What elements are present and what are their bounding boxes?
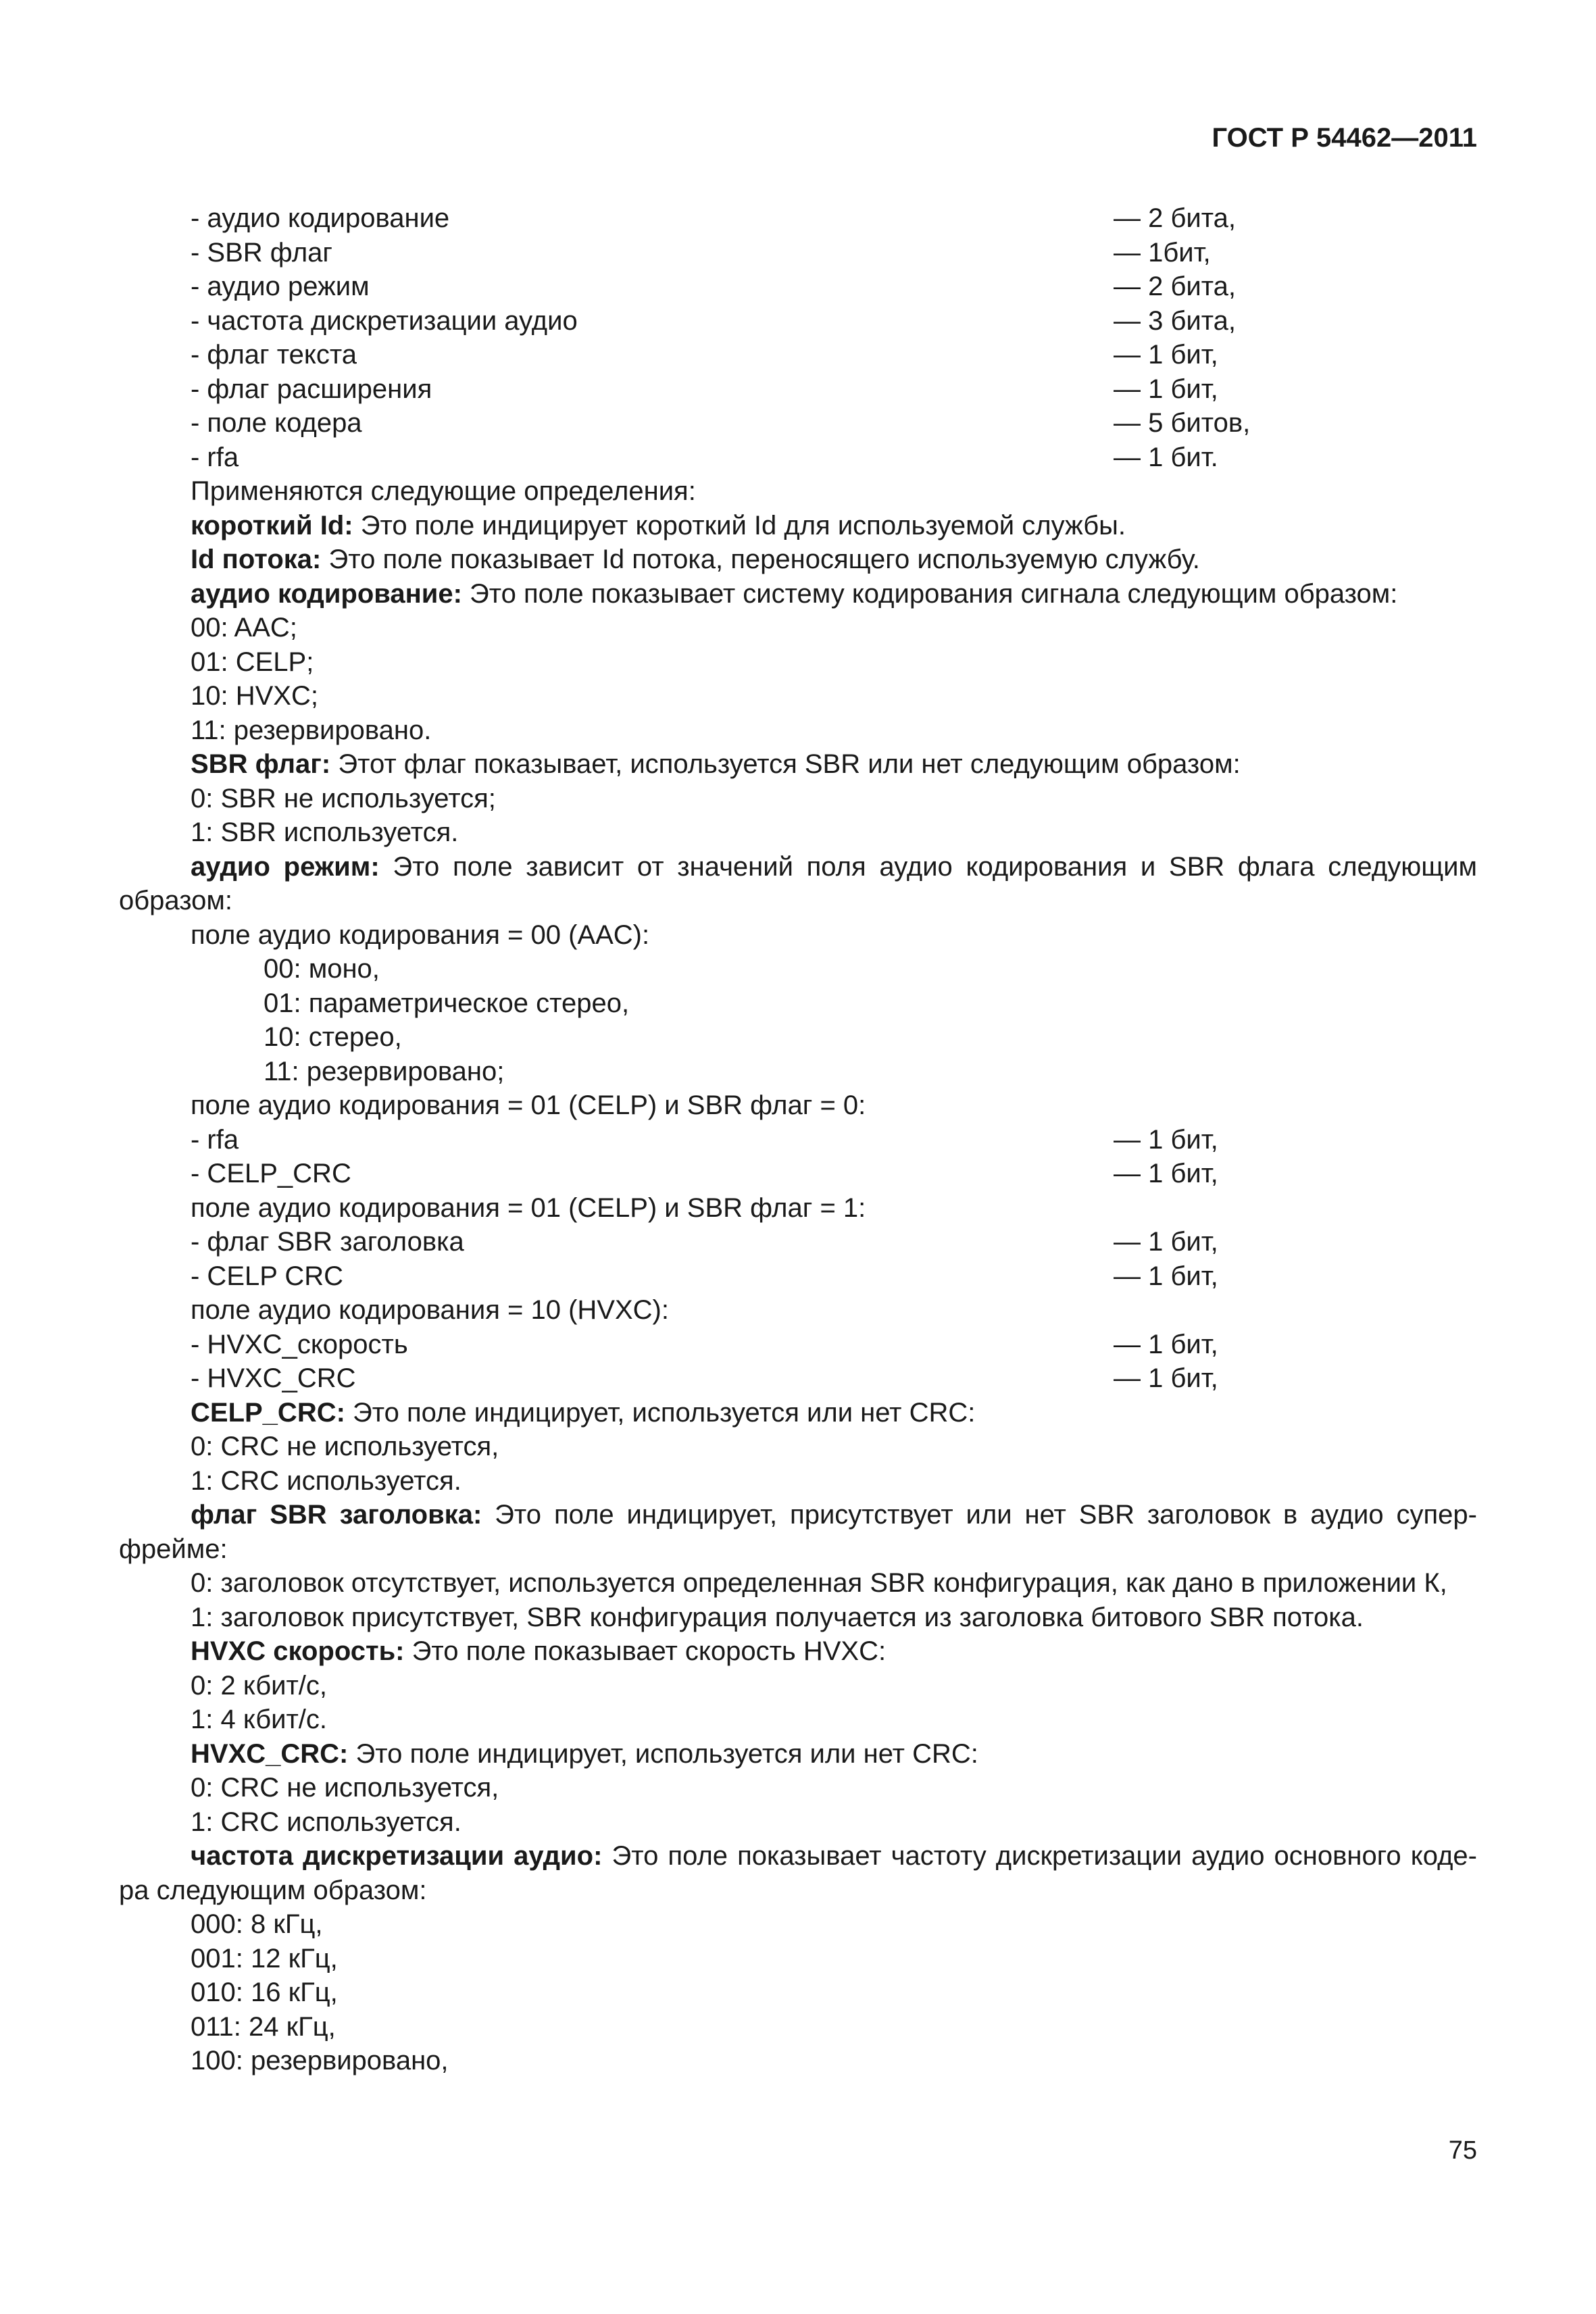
value-item: 1: SBR используется. — [191, 818, 459, 847]
definition-continuation: ра следующим образом: — [119, 1875, 427, 1905]
value-item: 11: резервировано. — [191, 715, 432, 745]
definition-continuation: образом: — [119, 886, 232, 915]
definition-text: Это поле зависит от значений поля аудио кодирования и SBR флага следующим — [379, 851, 1477, 882]
field-name: - CELP CRC — [191, 1261, 343, 1291]
value-item: 1: 4 кбит/с. — [191, 1705, 328, 1734]
field-row — [119, 441, 1477, 475]
definition-hvxc-rate — [119, 1634, 1477, 1669]
definition-term: частота дискретизации аудио: — [191, 1841, 603, 1871]
field-bits: — 1 бит, — [1114, 1124, 1218, 1155]
field-bits: — 1 бит, — [1114, 1227, 1218, 1257]
definition-continuation: фрейме: — [119, 1534, 228, 1564]
field-name: - флаг текста — [191, 340, 357, 370]
field-row — [119, 201, 1477, 236]
field-bits: — 2 бита, — [1114, 203, 1236, 233]
subsection-header: поле аудио кодирования = 00 (AAC): — [191, 920, 650, 950]
value-item: 0: CRC не используется, — [191, 1432, 499, 1461]
definition-text: Это поле индицирует короткий Id для используемой службы. — [353, 510, 1126, 540]
definition-sbr-header-flag — [119, 1498, 1477, 1532]
value-item: 000: 8 кГц, — [191, 1909, 323, 1939]
value-item: 10: стерео, — [264, 1022, 402, 1052]
document-header: ГОСТ Р 54462—2011 — [1212, 123, 1477, 153]
field-row — [119, 1361, 1477, 1396]
subsection-header: поле аудио кодирования = 01 (CELP) и SBR флаг = 0: — [191, 1090, 866, 1120]
definition-sampling-rate — [119, 1839, 1477, 1873]
definition-hvxc-crc — [119, 1737, 1477, 1771]
definition-term: флаг SBR заголовка: — [191, 1500, 482, 1530]
field-bits: — 5 битов, — [1114, 408, 1251, 438]
field-bits: — 1 бит, — [1114, 1329, 1218, 1359]
definition-audio-mode — [119, 850, 1477, 884]
definition-short-id — [119, 509, 1477, 543]
field-row — [119, 1259, 1477, 1294]
field-name: - rfa — [191, 1124, 239, 1155]
definition-text: Это поле показывает систему кодирования сигнала следующим образом: — [462, 578, 1398, 609]
definition-celp-crc — [119, 1396, 1477, 1430]
value-item: 00: моно, — [264, 954, 380, 984]
value-item: 01: CELP; — [191, 647, 314, 677]
field-name: - rfa — [191, 442, 239, 472]
definition-text: Это поле показывает частоту дискретизации аудио основного коде- — [602, 1841, 1477, 1871]
field-name: - аудио режим — [191, 272, 370, 301]
field-bits: — 2 бита, — [1114, 272, 1236, 301]
value-item: 010: 16 кГц, — [191, 1978, 338, 2007]
field-name: - флаг расширения — [191, 374, 432, 404]
definition-text: Это поле показывает скорость HVXC: — [404, 1636, 887, 1666]
field-name: - HVXC_CRC — [191, 1363, 356, 1393]
field-row — [119, 270, 1477, 304]
field-row — [119, 1123, 1477, 1157]
value-item: 00: AAC; — [191, 613, 297, 643]
field-row — [119, 236, 1477, 270]
definition-term: SBR флаг: — [191, 749, 331, 779]
definition-term: CELP_CRC: — [191, 1397, 345, 1428]
field-name: - частота дискретизации аудио — [191, 305, 578, 336]
definition-sbr-flag — [119, 747, 1477, 782]
value-item: 10: HVXC; — [191, 681, 318, 711]
page-content — [119, 201, 1477, 2078]
definition-term: Id потока: — [191, 545, 322, 574]
definitions-intro: Применяются следующие определения: — [191, 476, 696, 506]
value-item: 0: 2 кбит/с, — [191, 1670, 328, 1701]
field-name: - HVXC_скорость — [191, 1329, 408, 1359]
value-item: 0: заголовок отсутствует, используется определенная SBR конфигурация, как дано в приложении К, — [191, 1568, 1447, 1598]
field-row — [119, 304, 1477, 338]
value-item: 011: 24 кГц, — [191, 2011, 336, 2042]
page-number: 75 — [1448, 2136, 1477, 2165]
subsection-header: поле аудио кодирования = 01 (CELP) и SBR флаг = 1: — [191, 1192, 866, 1223]
definition-term: HVXC_CRC: — [191, 1738, 349, 1769]
subsection-header: поле аудио кодирования = 10 (HVXC): — [191, 1295, 669, 1325]
definition-text: Это поле индицирует, присутствует или нет SBR заголовок в аудио супер- — [482, 1500, 1477, 1530]
definition-text: Это поле индицирует, используется или нет CRC: — [348, 1738, 978, 1769]
value-item: 01: параметрическое стерео, — [264, 988, 630, 1018]
value-item: 0: SBR не используется; — [191, 783, 496, 813]
field-row — [119, 1328, 1477, 1362]
field-bits: — 1 бит, — [1114, 1159, 1218, 1188]
definition-audio-coding — [119, 577, 1477, 611]
value-item: 1: заголовок присутствует, SBR конфигурация получается из заголовка битового SBR потока. — [191, 1602, 1364, 1632]
definition-term: аудио режим: — [191, 851, 380, 882]
field-name: - аудио кодирование — [191, 203, 450, 233]
definition-term: HVXC скорость: — [191, 1636, 405, 1666]
field-row — [119, 338, 1477, 372]
definition-text: Это поле показывает Id потока, переносящего используемую службу. — [321, 545, 1200, 574]
field-bits: — 1 бит, — [1114, 374, 1218, 404]
field-row — [119, 1225, 1477, 1259]
field-bits: — 3 бита, — [1114, 305, 1236, 336]
field-name: - CELP_CRC — [191, 1159, 351, 1188]
field-name: - поле кодера — [191, 408, 362, 438]
definition-text: Это поле индицирует, используется или нет CRC: — [345, 1397, 976, 1428]
value-item: 1: CRC используется. — [191, 1807, 462, 1837]
field-name: - флаг SBR заголовка — [191, 1227, 464, 1257]
value-item: 100: резервировано, — [191, 2046, 449, 2076]
value-item: 0: CRC не используется, — [191, 1773, 499, 1803]
value-item: 001: 12 кГц, — [191, 1943, 338, 1973]
field-name: - SBR флаг — [191, 237, 332, 268]
field-bits: — 1 бит. — [1114, 442, 1218, 472]
definition-stream-id — [119, 543, 1477, 577]
field-row — [119, 372, 1477, 407]
value-item: 1: CRC используется. — [191, 1465, 462, 1496]
field-row — [119, 406, 1477, 441]
value-item: 11: резервировано; — [264, 1056, 505, 1086]
field-bits: — 1 бит, — [1114, 1261, 1218, 1291]
field-bits: — 1 бит, — [1114, 340, 1218, 370]
definition-term: короткий Id: — [191, 510, 353, 540]
field-row — [119, 1157, 1477, 1191]
definition-text: Этот флаг показывает, используется SBR или нет следующим образом: — [330, 749, 1241, 779]
field-bits: — 1бит, — [1114, 237, 1211, 268]
field-bits: — 1 бит, — [1114, 1363, 1218, 1393]
definition-term: аудио кодирование: — [191, 578, 462, 609]
